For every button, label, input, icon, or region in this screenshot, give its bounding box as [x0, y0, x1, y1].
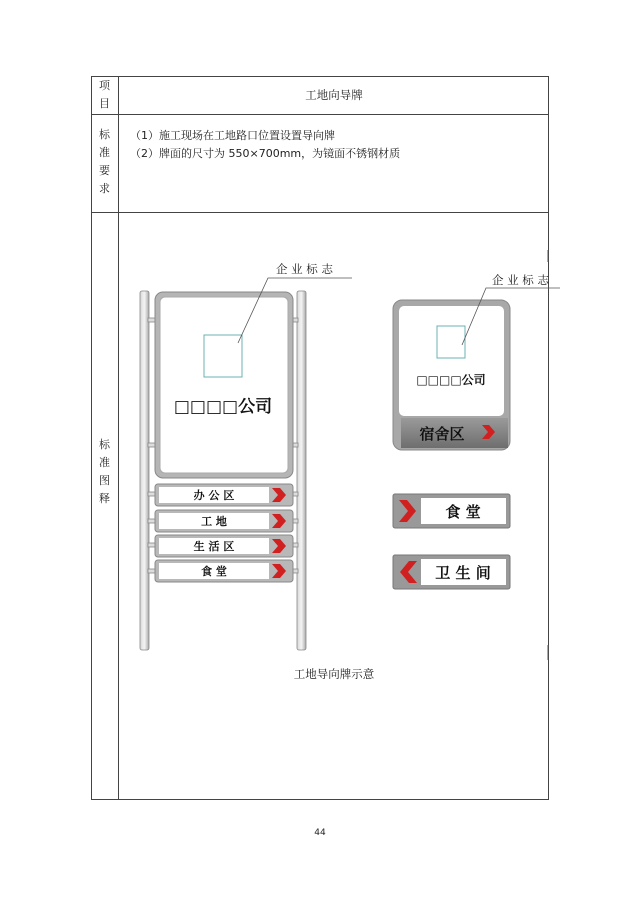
logo-callout-label: 企 业 标 志 [276, 262, 333, 276]
logo-callout-label-right: 企 业 标 志 [492, 273, 549, 287]
direction-row [155, 560, 293, 582]
requirement-item: （2）牌面的尺寸为 550×700mm，为镜面不锈钢材质 [130, 147, 401, 160]
direction-rows [155, 484, 293, 582]
requirement-item: （1）施工现场在工地路口位置设置导向牌 [130, 129, 335, 142]
main-board-panel [160, 297, 288, 473]
direction-row [155, 484, 293, 506]
figure-label: 标 准 图 释 [99, 438, 110, 505]
figure-caption: 工地导向牌示意 [293, 667, 375, 681]
svg-text:食 堂: 食 堂 [201, 565, 227, 578]
svg-text:食 堂: 食 堂 [445, 503, 481, 521]
right-pole [297, 291, 306, 650]
company-name-left: □□□□公司 [173, 397, 273, 417]
company-name-right: □□□□公司 [416, 373, 486, 387]
svg-text:工 地: 工 地 [201, 515, 227, 528]
header-label: 项 目 [99, 79, 110, 110]
direction-row [155, 510, 293, 532]
svg-text:生 活 区: 生 活 区 [193, 540, 235, 553]
dorm-label: 宿舍区 [419, 425, 465, 443]
direction-row [155, 535, 293, 557]
left-pole [140, 291, 149, 650]
table-title: 工地向导牌 [305, 88, 363, 102]
svg-text:卫 生 间: 卫 生 间 [435, 564, 491, 582]
page-number: 44 [314, 828, 326, 838]
svg-text:办 公 区: 办 公 区 [193, 489, 235, 502]
requirements-label: 标 准 要 求 [99, 128, 110, 195]
wall-sign-panel [399, 306, 504, 416]
